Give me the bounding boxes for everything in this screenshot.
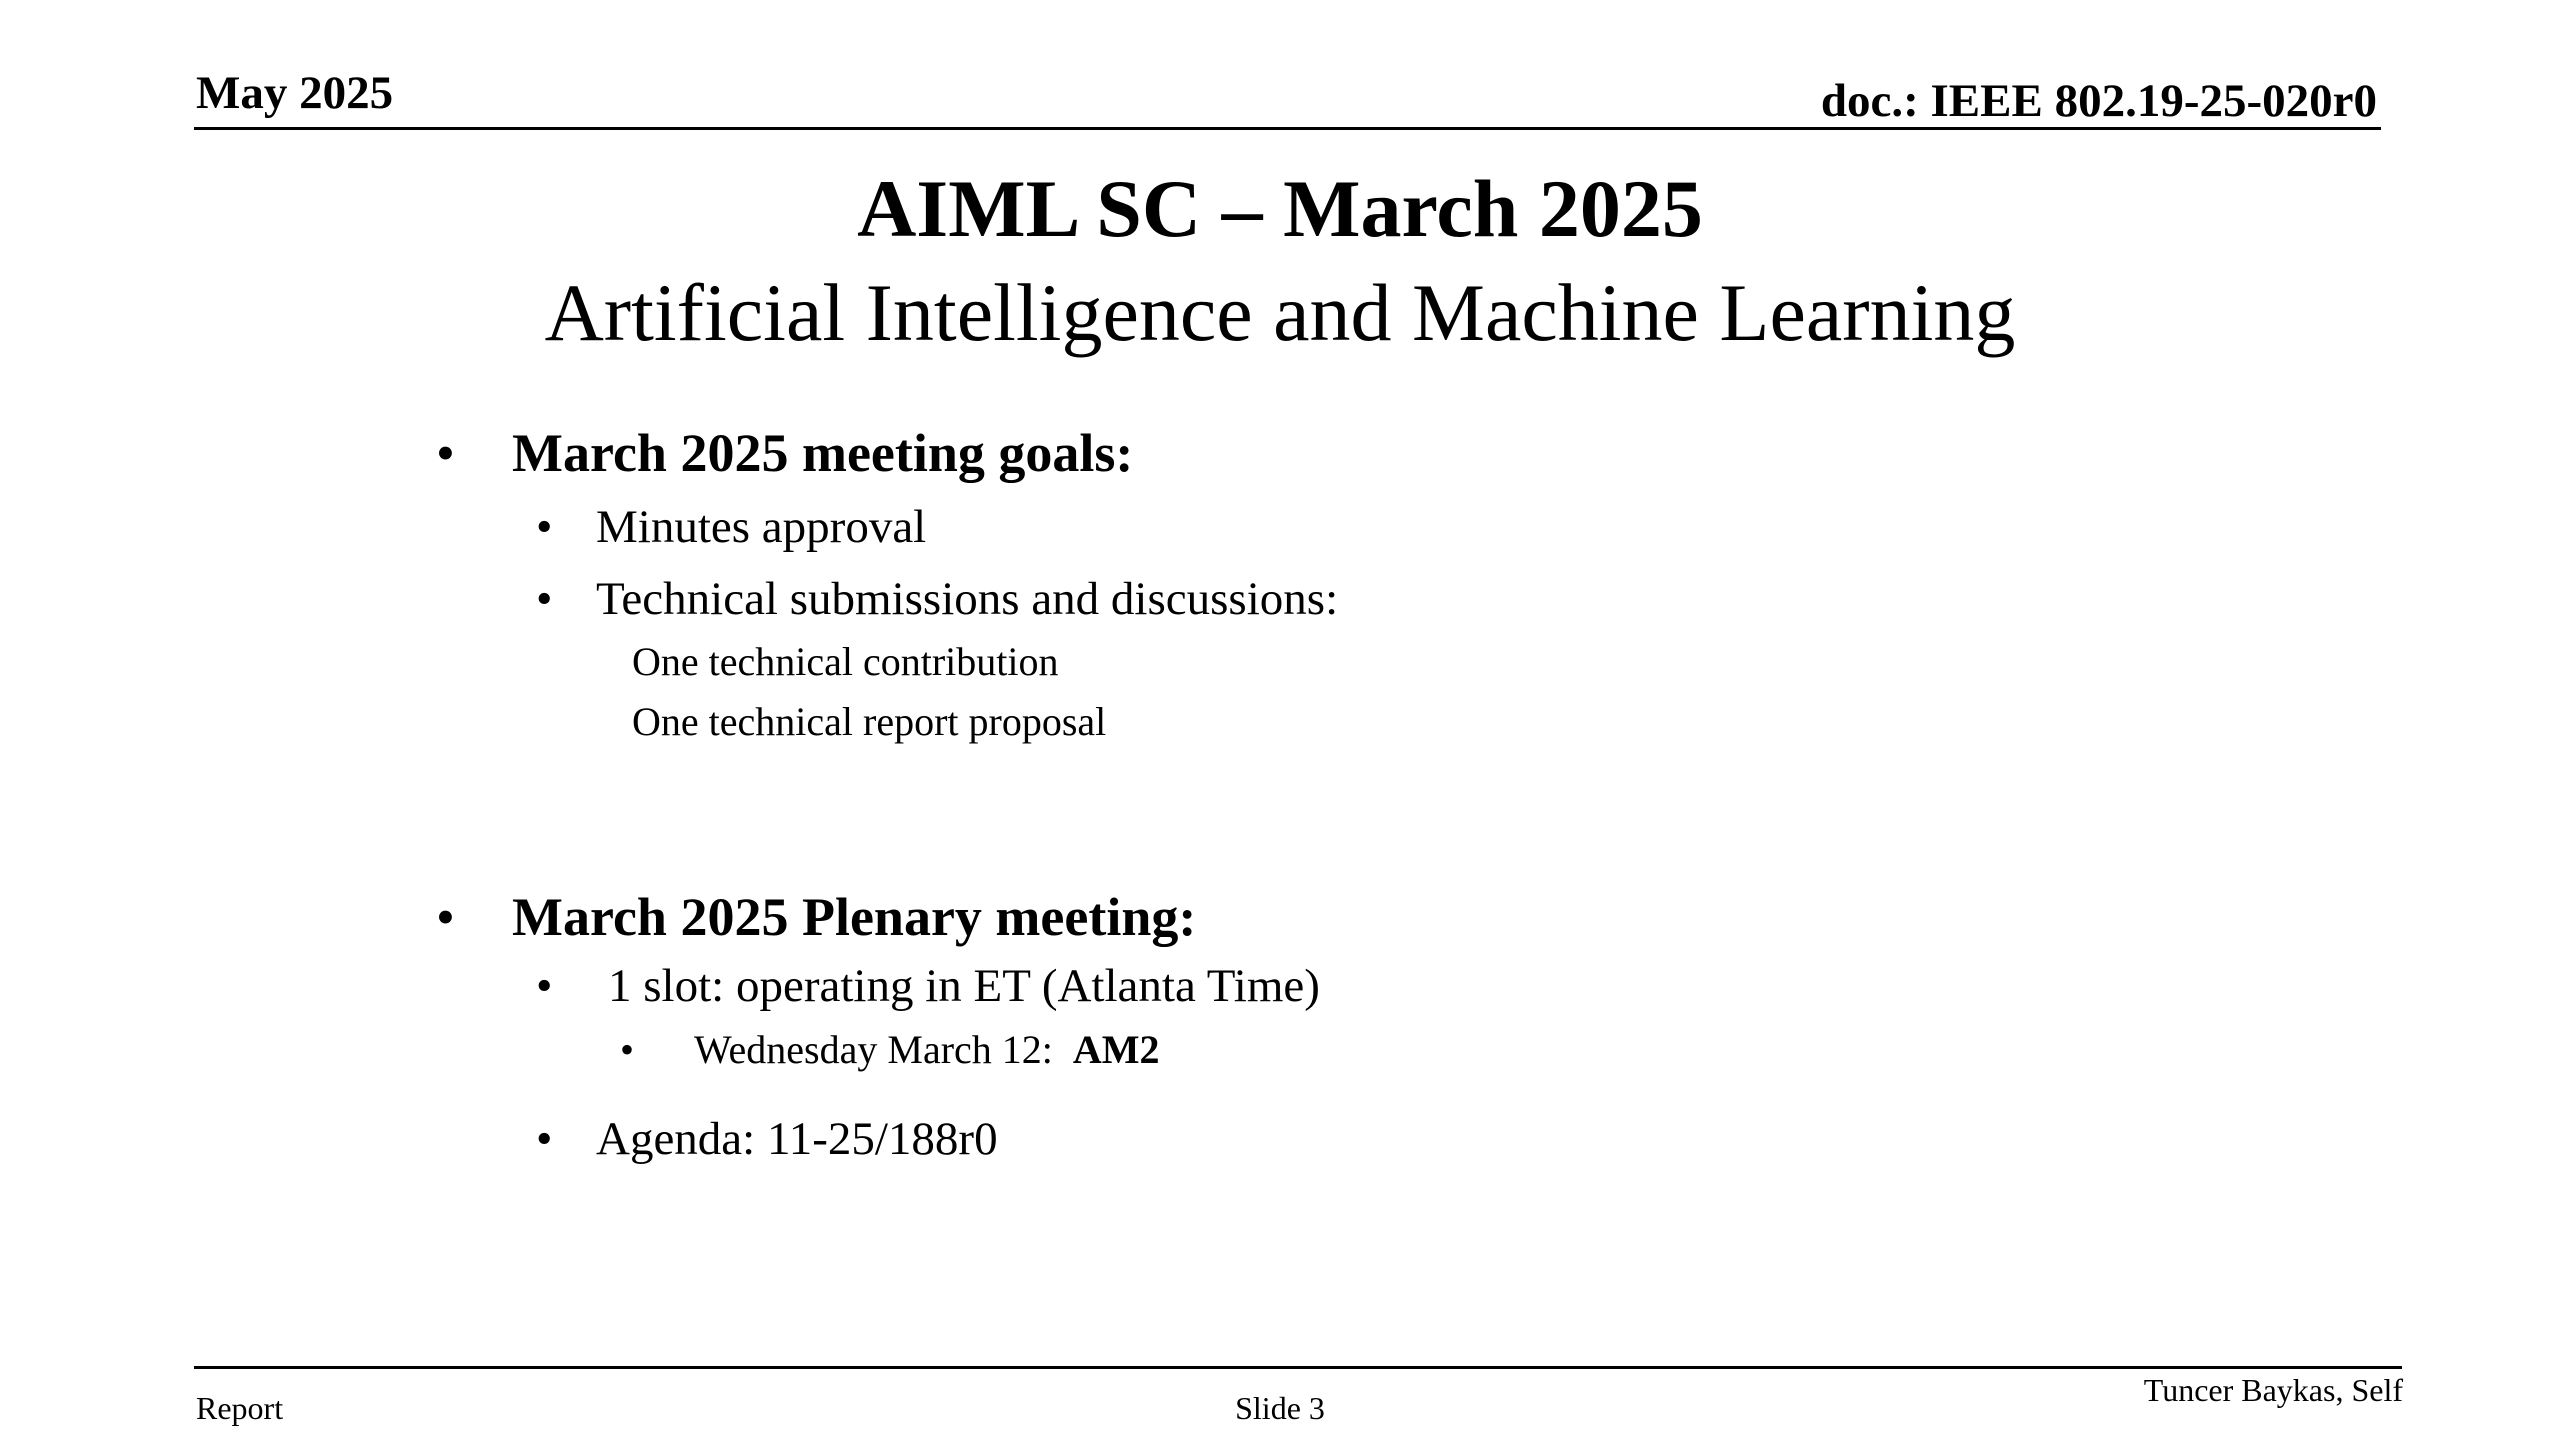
list-item: Minutes approval bbox=[596, 501, 927, 553]
bullet-icon: • bbox=[536, 960, 553, 1012]
header-doc-id: doc.: IEEE 802.19-25-020r0 bbox=[1820, 75, 2377, 127]
list-item: Technical submissions and discussions: bbox=[596, 573, 1339, 625]
bullet-icon: • bbox=[620, 1027, 635, 1072]
sub-list-item bbox=[694, 1027, 1160, 1072]
footer-author: Tuncer Baykas, Self bbox=[2143, 1372, 2403, 1408]
slide-subtitle: Artificial Intelligence and Machine Learning bbox=[544, 267, 2016, 358]
footer-divider bbox=[194, 1366, 2402, 1369]
slide-title: AIML SC – March 2025 bbox=[857, 163, 1703, 254]
bullet-icon: • bbox=[436, 423, 455, 483]
header-date: May 2025 bbox=[196, 67, 394, 119]
section-heading: March 2025 meeting goals: bbox=[512, 423, 1134, 483]
footer-left: Report bbox=[196, 1390, 284, 1426]
sub-list-item: One technical report proposal bbox=[632, 699, 1107, 744]
bullet-icon: • bbox=[536, 1113, 553, 1165]
list-item: 1 slot: operating in ET (Atlanta Time) bbox=[608, 960, 1320, 1012]
bullet-icon: • bbox=[536, 573, 553, 625]
header-divider bbox=[194, 127, 2381, 130]
bullet-icon: • bbox=[436, 887, 455, 947]
schedule-slot: AM2 bbox=[1072, 1027, 1160, 1072]
bullet-icon: • bbox=[536, 501, 553, 553]
slide-number: Slide 3 bbox=[1235, 1390, 1325, 1426]
list-item: Agenda: 11-25/188r0 bbox=[596, 1113, 998, 1165]
section-heading: March 2025 Plenary meeting: bbox=[512, 887, 1197, 947]
schedule-day: Wednesday March 12: bbox=[694, 1027, 1073, 1072]
sub-list-item: One technical contribution bbox=[632, 639, 1059, 684]
